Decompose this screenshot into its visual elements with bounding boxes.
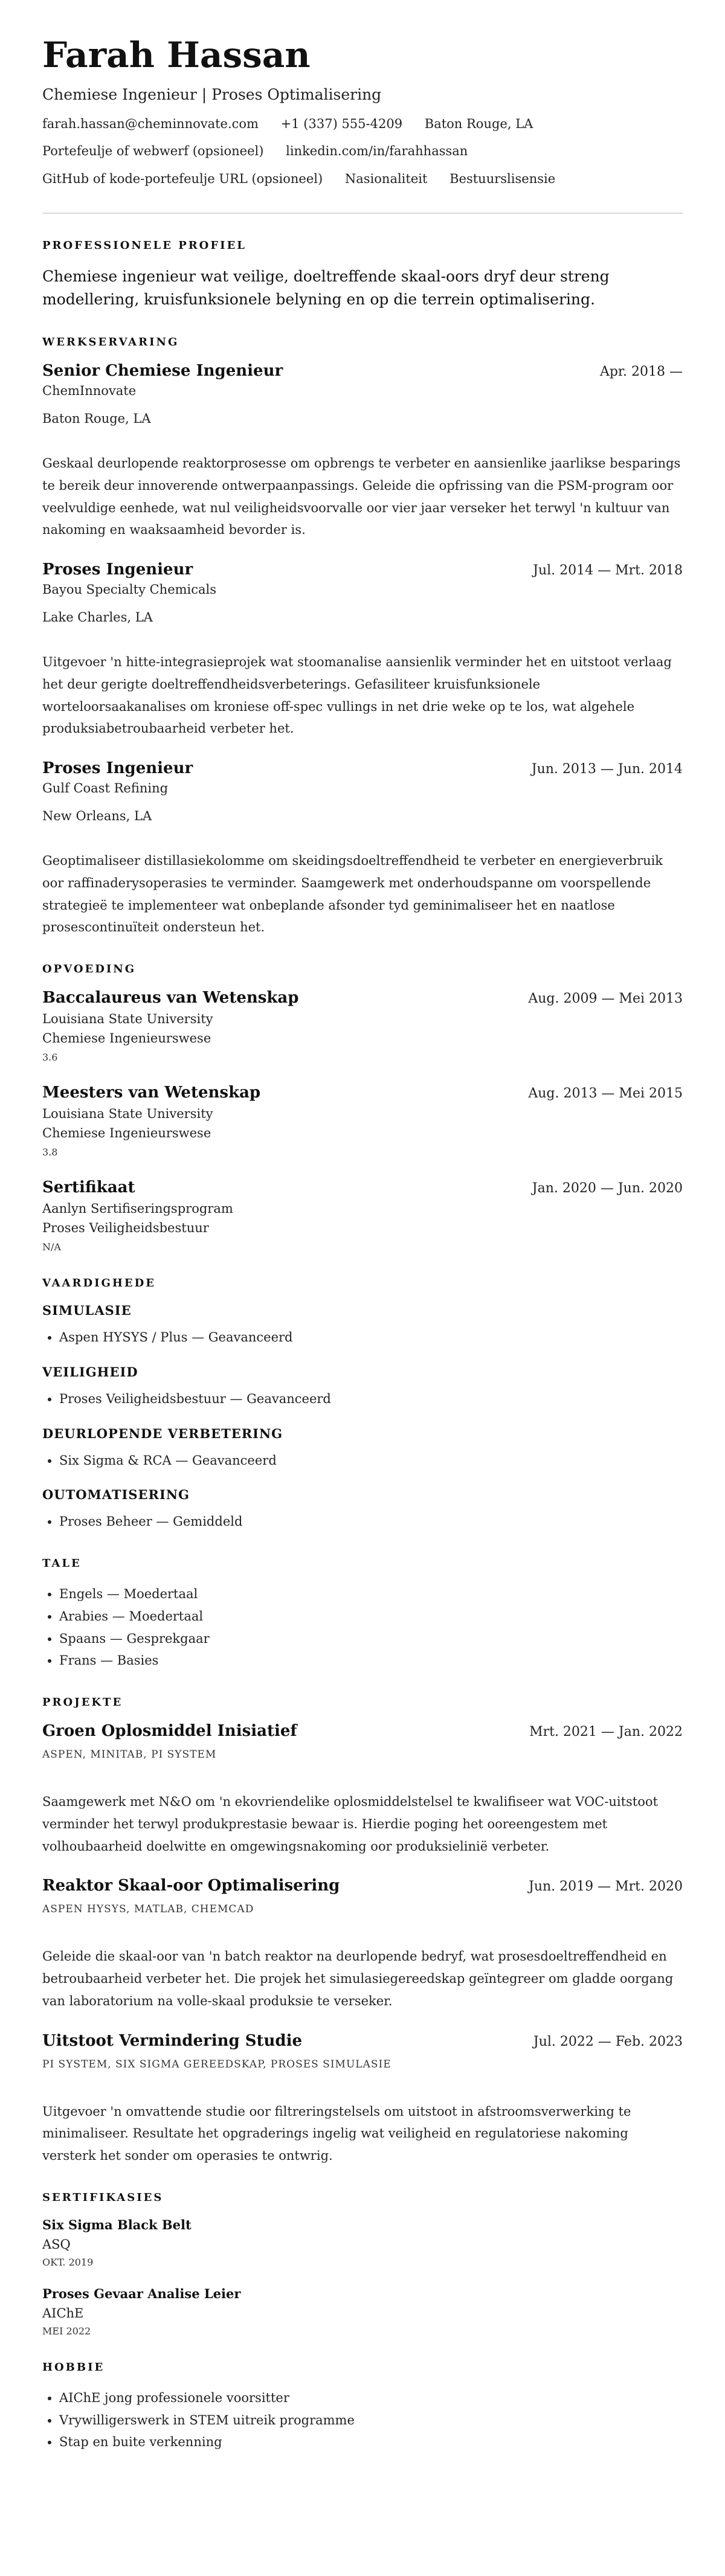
job-location: Lake Charles, LA <box>42 610 153 625</box>
job-title: Proses Ingenieur <box>42 759 193 778</box>
skill-category: SIMULASIE <box>42 1303 132 1319</box>
contact-location: Baton Rouge, LA <box>424 116 533 131</box>
profile-section <box>42 239 683 312</box>
degree-field: Chemiese Ingenieurswese <box>42 1031 211 1046</box>
contact-license: Bestuurslisensie <box>450 171 556 186</box>
experience-heading: WERKSERVARING <box>42 336 179 349</box>
job-description: Geskaal deurlopende reaktorprosesse om opbrengs te verbeter en aansienlike jaarlikse besparings te bereik deur innoverende ontwerpaanpassings. Geleide die opfrissing van die PSM-program oor veelvuldige eenhede, wat nul veiligheidsvoorvalle oor vier jaar verseker het terwyl 'n kultuur van nakoming en waaksaamheid bevorder is. <box>42 456 681 538</box>
degree-date: Aug. 2013 — Mei 2015 <box>528 1086 683 1102</box>
degree-score: 3.6 <box>42 1052 58 1064</box>
language-item: • Spaans — Gesprekgaar <box>59 1628 683 1650</box>
degree-date: Jan. 2020 — Jun. 2020 <box>532 1181 683 1196</box>
job-company: Bayou Specialty Chemicals <box>42 582 217 597</box>
degree-field: Chemiese Ingenieurswese <box>42 1126 211 1141</box>
education-item <box>42 989 683 1063</box>
hobby-item: • Vrywilligerswerk in STEM uitreik programme <box>59 2409 683 2432</box>
languages-heading: TALE <box>42 1557 82 1570</box>
resume-header <box>42 36 683 190</box>
header-divider <box>42 213 683 214</box>
certification-date: MEI 2022 <box>42 2325 91 2337</box>
project-description: Uitgevoer 'n omvattende studie oor filtreringstelsels om uitstoot in afstroomsverwerking te minimaliseer. Resultate het opgraderings ingelig wat veiligheid en regulatoriese nakoming versterk het sonder om operasies te ontwrig. <box>42 2104 631 2163</box>
job-company: ChemInnovate <box>42 384 137 399</box>
education-section <box>42 963 683 1253</box>
certifications-section <box>42 2191 683 2337</box>
contact-linkedin[interactable]: linkedin.com/in/farahhassan <box>286 144 468 159</box>
degree-score: 3.8 <box>42 1146 58 1158</box>
project-title: Reaktor Skaal-oor Optimalisering <box>42 1877 340 1895</box>
skill-category: OUTOMATISERING <box>42 1487 190 1503</box>
hobby-list <box>42 2387 683 2453</box>
project-description: Geleide die skaal-oor van 'n batch reaktor na deurlopende bedryf, wat prosesdoeltreffendheid en betroubaarheid verbeter het. Die projek het simulasiegereedskap geïntegreer om gladde oorgang van laboratorium na volle-skaal produksie te verseker. <box>42 1949 674 2008</box>
degree-field: Proses Veiligheidsbestuur <box>42 1221 209 1236</box>
project-tech: PI SYSTEM, SIX SIGMA GEREEDSKAP, PROSES SIMULASIE <box>42 2058 392 2070</box>
project-item <box>42 1877 683 2012</box>
profile-heading: PROFESSIONELE PROFIEL <box>42 239 246 252</box>
candidate-name: Farah Hassan <box>42 34 311 75</box>
certification-issuer: ASQ <box>42 2237 71 2252</box>
experience-item <box>42 759 683 939</box>
certification-item <box>42 2286 683 2337</box>
skill-list <box>42 1388 683 1410</box>
project-date: Jul. 2022 — Feb. 2023 <box>533 2034 683 2049</box>
skills-section <box>42 1277 683 1533</box>
experience-section <box>42 336 683 939</box>
job-location: New Orleans, LA <box>42 809 152 824</box>
education-item <box>42 1178 683 1253</box>
job-title: Senior Chemiese Ingenieur <box>42 362 283 381</box>
skill-item: • Six Sigma & RCA — Geavanceerd <box>59 1450 683 1472</box>
project-description: Saamgewerk met N&O om 'n ekovriendelike oplosmiddelstelsel te kwalifiseer wat VOC-uitstoot verminder het terwyl produkprestasie bewaar is. Hierdie poging het ooreengestem met volhoubaarheid doelwitte en omgewingsnakoming oor produksielinië verbeter. <box>42 1794 658 1854</box>
hobbies-heading: HOBBIE <box>42 2360 105 2374</box>
project-tech: ASPEN, MINITAB, PI SYSTEM <box>42 1749 217 1761</box>
language-list <box>42 1583 683 1672</box>
project-item <box>42 2032 683 2167</box>
project-title: Groen Oplosmiddel Inisiatief <box>42 1722 297 1741</box>
skills-heading: VAARDIGHEDE <box>42 1277 156 1290</box>
skill-list <box>42 1450 683 1472</box>
skill-list <box>42 1511 683 1533</box>
job-company: Gulf Coast Refining <box>42 781 169 796</box>
degree-score: N/A <box>42 1241 61 1253</box>
job-date: Jul. 2014 — Mrt. 2018 <box>533 563 683 579</box>
language-item: • Engels — Moedertaal <box>59 1583 683 1605</box>
certification-issuer: AIChE <box>42 2305 84 2321</box>
job-title: Proses Ingenieur <box>42 560 193 579</box>
skill-item: • Aspen HYSYS / Plus — Geavanceerd <box>59 1326 683 1349</box>
skill-item: • Proses Beheer — Gemiddeld <box>59 1511 683 1533</box>
job-date: Apr. 2018 — <box>599 364 683 380</box>
experience-item <box>42 362 683 541</box>
languages-section <box>42 1557 683 1672</box>
hobbies-section <box>42 2361 683 2453</box>
job-date: Jun. 2013 — Jun. 2014 <box>531 762 683 777</box>
degree-title: Meesters van Wetenskap <box>42 1084 261 1102</box>
project-date: Mrt. 2021 — Jan. 2022 <box>529 1724 683 1740</box>
job-location: Baton Rouge, LA <box>42 411 151 426</box>
skill-category: DEURLOPENDE VERBETERING <box>42 1425 283 1441</box>
project-date: Jun. 2019 — Mrt. 2020 <box>529 1879 683 1895</box>
certification-name: Six Sigma Black Belt <box>42 2217 192 2232</box>
project-item <box>42 1722 683 1857</box>
certification-item <box>42 2217 683 2268</box>
candidate-title: Chemiese Ingenieur | Proses Optimalisering <box>42 85 382 103</box>
education-item <box>42 1084 683 1158</box>
degree-title: Baccalaureus van Wetenskap <box>42 989 299 1007</box>
contact-phone[interactable]: +1 (337) 555-4209 <box>280 116 403 131</box>
skill-category: VEILIGHEID <box>42 1364 138 1380</box>
profile-summary: Chemiese ingenieur wat veilige, doeltreffende skaal-oors dryf deur streng modellering, kruisfunksionele belyning en op die terrein optimalisering. <box>42 267 610 309</box>
certification-date: OKT. 2019 <box>42 2256 94 2268</box>
contact-email[interactable]: farah.hassan@cheminnovate.com <box>42 116 259 131</box>
degree-school: Louisiana State University <box>42 1107 213 1122</box>
projects-section <box>42 1696 683 2167</box>
hobby-item: • AIChE jong professionele voorsitter <box>59 2387 683 2409</box>
project-title: Uitstoot Vermindering Studie <box>42 2031 302 2050</box>
skill-list <box>42 1326 683 1349</box>
degree-school: Aanlyn Sertifiseringsprogram <box>42 1201 233 1216</box>
project-tech: ASPEN HYSYS, MATLAB, CHEMCAD <box>42 1903 254 1916</box>
skill-item: • Proses Veiligheidsbestuur — Geavanceerd <box>59 1388 683 1410</box>
projects-heading: PROJEKTE <box>42 1696 123 1709</box>
contact-portfolio[interactable]: Portefeulje of webwerf (opsioneel) <box>42 144 264 159</box>
language-item: • Arabies — Moedertaal <box>59 1605 683 1628</box>
experience-item <box>42 560 683 740</box>
education-heading: OPVOEDING <box>42 963 137 976</box>
certification-name: Proses Gevaar Analise Leier <box>42 2285 241 2301</box>
degree-title: Sertifikaat <box>42 1178 135 1197</box>
language-item: • Frans — Basies <box>59 1649 683 1672</box>
contact-github[interactable]: GitHub of kode-portefeulje URL (opsioneel) <box>42 171 323 186</box>
contact-nationality: Nasionaliteit <box>344 171 428 186</box>
degree-date: Aug. 2009 — Mei 2013 <box>528 991 683 1007</box>
certifications-heading: SERTIFIKASIES <box>42 2191 164 2204</box>
job-description: Geoptimaliseer distillasiekolomme om skeidingsdoeltreffendheid te verbeter en energieverbruik oor raffinaderysoperasies te verminder. Saamgewerk met onderhoudspanne om voorspellende strategieë te implementeer wat onbeplande afsonder tyd geminimaliseer het en naatlose prosescontinuïteit ondersteun het. <box>42 853 663 935</box>
degree-school: Louisiana State University <box>42 1012 213 1027</box>
hobby-item: • Stap en buite verkenning <box>59 2431 683 2453</box>
contact-info <box>42 114 683 190</box>
job-description: Uitgevoer 'n hitte-integrasieprojek wat stoomanalise aansienlik verminder het en uitstoot verlaag het deur gerigte doeltreffendheidsverbeterings. Gefasiliteer kruisfunksionele worteloorsaakanalises om kroniese off-spec vullings in net drie weke op te los, wat algehele produksiabetroubaarheid verbeter het. <box>42 655 672 736</box>
